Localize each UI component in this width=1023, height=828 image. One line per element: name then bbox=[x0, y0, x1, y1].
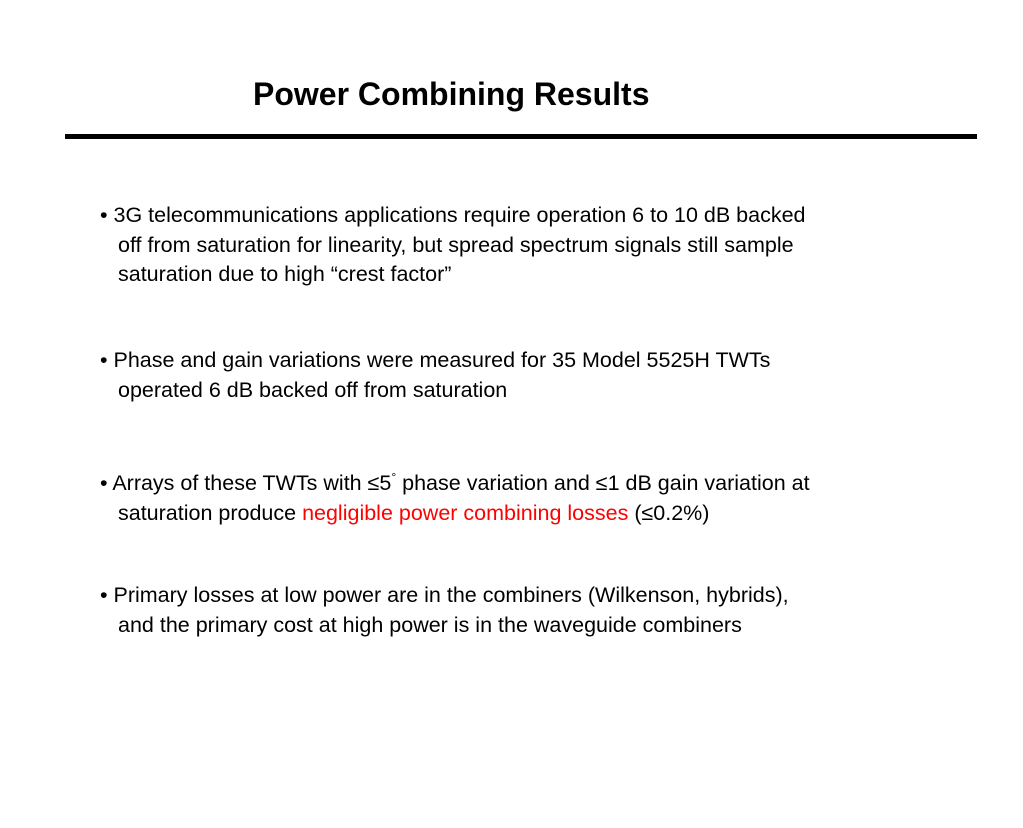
bullet-3-line-1-text-b: phase variation and ≤1 dB gain variation at bbox=[396, 471, 810, 495]
title-divider bbox=[65, 134, 977, 139]
bullet-1-line-1: • 3G telecommunications applications require operation 6 to 10 dB backed bbox=[100, 203, 806, 227]
bullet-2 bbox=[100, 346, 930, 405]
degree-symbol: ° bbox=[391, 470, 397, 484]
bullet-3-line-1-text-a: • Arrays of these TWTs with ≤5 bbox=[100, 471, 392, 495]
bullet-2-line-2: operated 6 dB backed off from saturation bbox=[118, 377, 508, 402]
bullet-3-line-2-text-a: saturation produce bbox=[118, 500, 303, 525]
bullet-1-line-2: off from saturation for linearity, but spread spectrum signals still sample bbox=[118, 232, 794, 257]
highlight-text: negligible power combining losses bbox=[302, 500, 629, 525]
bullet-3 bbox=[100, 463, 930, 528]
bullet-4-line-2: and the primary cost at high power is in the waveguide combiners bbox=[118, 612, 742, 637]
bullet-4-line-1: • Primary losses at low power are in the combiners (Wilkenson, hybrids), bbox=[100, 583, 789, 607]
bullet-2-line-1: • Phase and gain variations were measured for 35 Model 5525H TWTs bbox=[100, 348, 771, 372]
bullet-4 bbox=[100, 581, 930, 640]
bullet-1-line-3: saturation due to high “crest factor” bbox=[118, 262, 452, 286]
slide-title: Power Combining Results bbox=[253, 76, 650, 112]
bullet-3-line-1 bbox=[100, 463, 930, 499]
bullet-3-line-2-text-b: (≤0.2%) bbox=[628, 500, 710, 525]
bullet-1 bbox=[100, 201, 930, 290]
bullet-3-line-2 bbox=[100, 499, 930, 529]
